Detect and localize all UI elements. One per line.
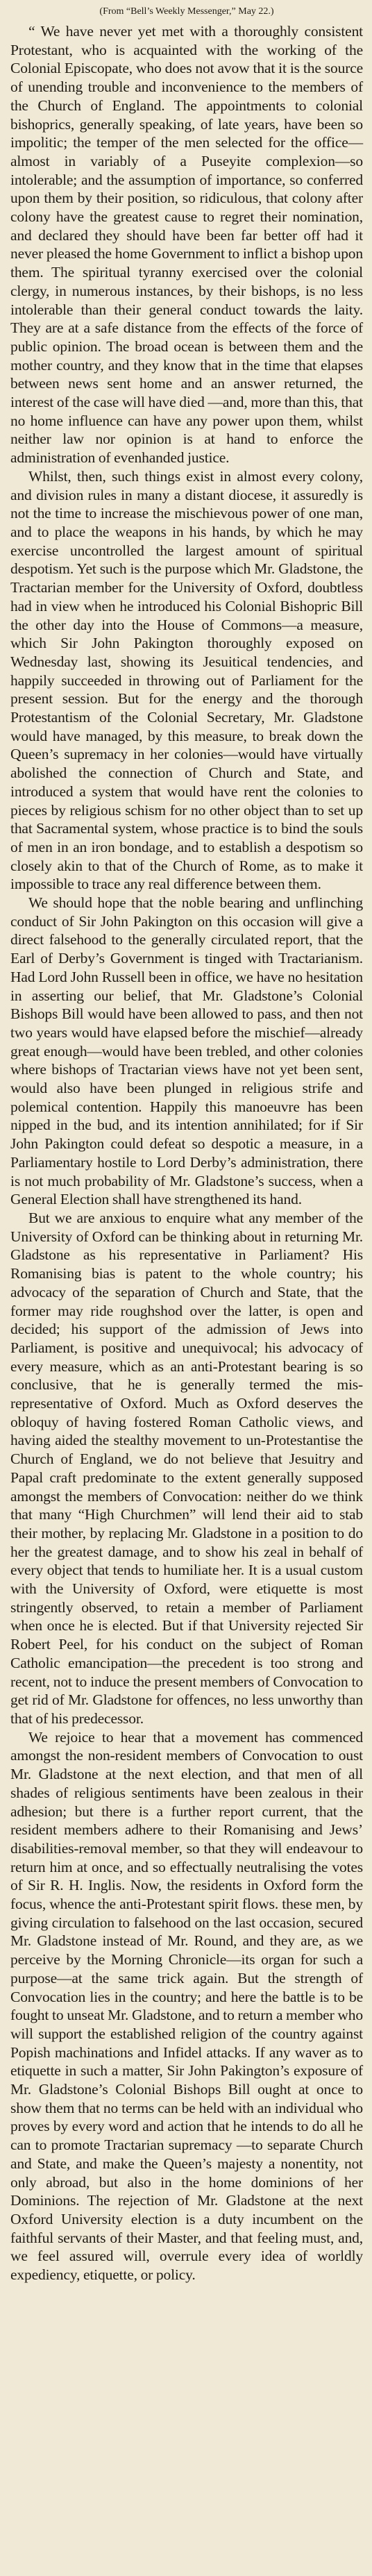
article-paragraph-5: We rejoice to hear that a movement has commenced amongst the non-resident members of Convocation to oust Mr. Gladstone at the next election, and that men of all shades of religious sentiments have been zealous in their adhesion; but there is a further report current, that the resident members adhere to their Romanising and Jews’ disabilities-removal member, so that they will endeavour to return him at once, and so effectually neutralising the votes of Sir R. H. Inglis. Now, the residents in Oxford form the focus, whence the anti-Protestant spirit flows. these men, by giving circulation to falsehood on the last occasion, secured Mr. Gladstone instead of Mr. Round, and they are, as we perceive by the Morning Chronicle—its organ for such a purpose—at the same trick again. But the strength of Convocation lies in the country; and here the battle is to be fought to unseat Mr. Gladstone, and to return a member who will support the established religion of the country against Popish machinations and Infidel attacks. If any waver as to etiquette in such a matter, Sir John Pakington’s exposure of Mr. Gladstone’s Colonial Bishops Bill ought at once to show them that no terms can be held with an individual who proves by every word and action that he intends to do all he can to promote Tractarian supremacy —to separate Church and State, and make the Queen’s majesty a nonentity, not only abroad, but also in the home dominions of her Dominions. The rejection of Mr. Gladstone at the next Oxford University election is a duty incumbent on the faithful servants of their Master, and that feeling must, and, we feel assured will, overrule every idea of worldly expediency, etiquette, or policy. <box>10 1728 363 2284</box>
source-attribution: (From “Bell’s Weekly Messenger,” May 22.) <box>99 6 274 17</box>
article-paragraph-1: “ We have never yet met with a thoroughly consistent Protestant, who is acquainted with the working of the Colonial Episcopate, who does not avow that it is the source of unending trouble and inconvenience to the members of the Church of England. The appointments to colonial bishoprics, generally speaking, of late years, have been so impolitic; the temper of the men selected for the office—almost in variably of a Puseyite complexion—so intolerable; and the assumption of importance, so conferred upon them by their position, so ridiculous, that colony after colony have the greatest cause to regret their nomination, and declared they should have been far better off had it never pleased the home Government to inflict a bishop upon them. The spiritual tyranny exercised over the colonial clergy, in numerous instances, by their bishops, is no less intolerable than their general conduct towards the laity. They are at a safe distance from the effects of the force of public opinion. The broad ocean is between them and the mother country, and they know that in the time that elapses between news sent home and an answer returned, the interest of the case will have died —and, more than this, that no home influence can have any power upon them, whilst neither law nor opinion is at hand to enforce the administration of evenhanded justice. <box>10 23 363 467</box>
article-paragraph-3: We should hope that the noble bearing and unflinching conduct of Sir John Pakington on this occasion will give a direct falsehood to the generally circulated report, that the Earl of Derby’s Government is tinged with Tractarianism. Had Lord John Russell been in office, we have no hesitation in asserting our belief, that Mr. Gladstone’s Colonial Bishops Bill would have been allowed to pass, and then not two years would have elapsed before the mischief—already great enough—would have been trebled, and other colonies where bishops of Tractarian views have not yet been sent, would also have been plunged in religious strife and polemical contention. Happily this manoeuvre has been nipped in the bud, and its intention annihilated; for if Sir John Pakington could defeat so despotic a measure, in a Parliamentary hostile to Lord Derby’s administration, there is not much probability of Mr. Gladstone’s success, when a General Election shall have strengthened its hand. <box>10 894 363 1208</box>
article-paragraph-2: Whilst, then, such things exist in almost every colony, and division rules in many a distant diocese, it assuredly is not the time to increase the mischievous power of one man, and to place the weapons in his hands, by which he may exercise uncontrolled the largest amount of spiritual despotism. Yet such is the purpose which Mr. Gladstone, the Tractarian member for the University of Oxford, doubtless had in view when he introduced his Colonial Bishopric Bill the other day into the House of Commons—a measure, which Sir John Pakington thoroughly exposed on Wednesday last, showing its Jesuitical tendencies, and happily succeeded in throwing out of Parliament for the present session. But for the energy and the thorough Protestantism of the Colonial Secretary, Mr. Gladstone would have managed, by this measure, to break down the Queen’s supremacy in her colonies—would have virtually abolished the connection of Church and State, and introduced a system that would have rent the colonies to pieces by religious schism for no other object than to set up that Sacramental system, whose practice is to bind the souls of men in an iron bondage, and to establish a despotism so closely akin to that of the Church of Rome, as to make it impossible to trace any real difference between them. <box>10 467 363 893</box>
article-paragraph-4: But we are anxious to enquire what any member of the University of Oxford can be thinking about in returning Mr. Gladstone as his representative in Parliament? His Romanising bias is patent to the whole country; his advocacy of the separation of Church and State, that the former may ride roughshod over the latter, is open and decided; his support of the admission of Jews into Parliament, is positive and unequivocal; his advocacy of every measure, which as an anti-Protestant bearing is so conclusive, that he is generally termed the mis-representative of Oxford. Much as Oxford deserves the obloquy of having fostered Roman Catholic views, and having aided the stealthy movement to un-Protestantise the Church of England, we do not believe that Jesuitry and Papal craft predominate to the extent generally supposed amongst the members of Convocation: neither do we think that many “High Churchmen” will lend their aid to stab their mother, by replacing Mr. Gladstone in a position to do her the greatest damage, and to show his zeal in behalf of every object that tends to humiliate her. It is a usual custom with the University of Oxford, were etiquette is most stringently observed, to retain a member of Parliament when once he is elected. But if that University rejected Sir Robert Peel, for his conduct on the subject of Roman Catholic emancipation—the precedent is too strong and recent, not to induce the present members of Convocation to get rid of Mr. Gladstone for offences, no less unworthy than that of his predecessor. <box>10 1210 363 1727</box>
